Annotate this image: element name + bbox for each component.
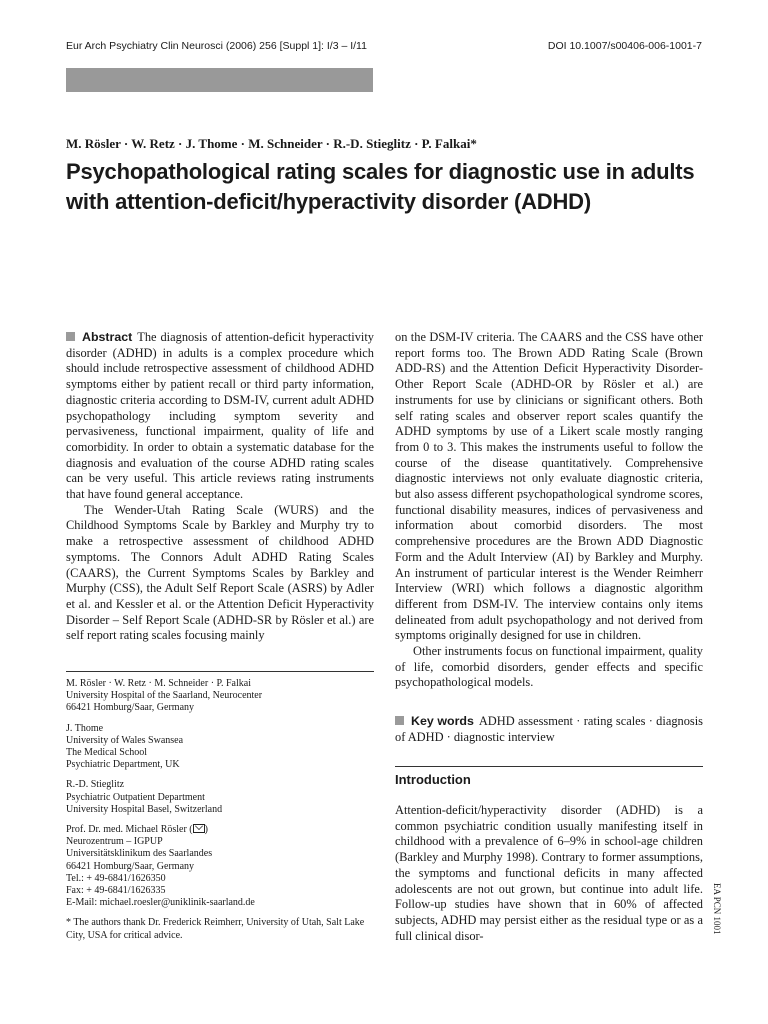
header-decorative-bar <box>66 68 373 92</box>
affiliation-divider <box>66 671 374 672</box>
affiliation-line: 66421 Homburg/Saar, Germany <box>66 860 195 872</box>
affiliation-2 <box>66 723 376 772</box>
title-line-1: Psychopathological rating scales for diagnostic use in adults <box>66 159 695 184</box>
affiliation-1 <box>66 678 376 715</box>
affiliation-line: University of Wales Swansea <box>66 734 184 746</box>
title-line-2: with attention-deficit/hyperactivity disorder (ADHD) <box>66 189 591 214</box>
author-list: M. Rösler · W. Retz · J. Thome · M. Schneider · R.-D. Stieglitz · P. Falkai* <box>66 136 477 151</box>
introduction-divider <box>395 766 703 767</box>
corresponding-name-text: Prof. Dr. med. Michael Rösler ( <box>66 824 193 836</box>
doi[interactable]: DOI 10.1007/s00406-006-1001-7 <box>547 40 702 52</box>
introduction-text: Attention-deficit/hyperactivity disorder (ADHD) is a common psychiatric condition usually manifesting itself in childhood with a prevalence of 6–9% in school-age children (Barkley and Murphy 1998). Contrary to former assumptions, the symptoms and functional deficits in many affected adolescents are not out grown, but continue into adult life. Follow-up studies have shown that in 60% of affected subjects, ADHD may persist either as the residual type or as a full clinical disor- <box>395 803 703 943</box>
affiliation-line: Psychiatric Outpatient Department <box>66 791 205 803</box>
affiliation-line: University Hospital of the Saarland, Neurocenter <box>66 690 263 702</box>
fax-line: Fax: + 49-6841/1626335 <box>66 885 166 897</box>
corresponding-name-close: ) <box>204 824 208 836</box>
side-code: EA PCN 1001 <box>712 883 722 935</box>
abstract-paragraph-2: The Wender-Utah Rating Scale (WURS) and the Childhood Symptoms Scale by Barkley and Murphy try to make a retrospective assessment of childhood ADHD symptoms. The Connors Adult ADHD Rating Scales (CAARS), the Current Symptoms Scales by Barkley and Murphy (CSS), the Adult Self Report Scale (ASRS) by Adler et al. and Kessler et al. or the Attention Deficit Hyperactivity Disorder – Self Report Scale (ADHD-SR by Rösler et al.) are self report rating scales focusing mainly <box>66 502 374 643</box>
abstract-paragraph-1 <box>66 330 374 503</box>
abstract-label: Abstract <box>82 330 133 344</box>
affiliation-line: The Medical School <box>66 747 148 759</box>
keywords <box>395 714 703 745</box>
affiliation-line: R.-D. Stieglitz <box>66 779 125 791</box>
abstract-paragraph-3: Other instruments focus on functional impairment, quality of life, comorbid disorders, gender effects and specific psychopathological models. <box>395 644 703 690</box>
abstract-left-column <box>66 330 374 644</box>
affiliation-3 <box>66 779 376 816</box>
corresponding-author-name <box>66 824 376 836</box>
abstract-right-column <box>395 330 703 691</box>
affiliation-line: J. Thome <box>66 722 104 734</box>
square-marker-icon <box>66 332 75 341</box>
journal-reference: Eur Arch Psychiatry Clin Neurosci (2006) 256 [Suppl 1]: I/3 – I/11 <box>66 40 367 52</box>
phone-line: Tel.: + 49-6841/1626350 <box>66 872 166 884</box>
affiliations <box>66 678 376 950</box>
affiliation-line: Universitätsklinikum des Saarlandes <box>66 848 213 860</box>
abstract-paragraph-2-continued: on the DSM-IV criteria. The CAARS and the CSS have other report forms too. The Brown ADD Rating Scale (Brown ADD-RS) and the Attention Deficit Hyperactivity Disorder-Other Report Scale (ADHD-OR by Rösler et al.) are instruments for use by clinicians or significant others. Both self rating scales and observer report scales quantify the ADHD symptoms by use of a Likert scale mostly ranging from 0 to 3. This makes the instruments useful to follow the course of the disease quantitatively. Comprehensive diagnostic interviews not only evaluate diagnostic criteria, but also assess different psychopathological syndrome scores, functional disability measures, indices of pervasiveness and information about comorbid disorders. The most comprehensive procedures are the Brown ADD Diagnostic Form and the Adult Interview (AI) by Barkley and Murphy. An instrument of particular interest is the Wender Reimherr Interview (WRI) which follows a diagnostic algorithm different from DSM-IV. The interview contains only items delineated from adult psychopathology and not derived from symptoms originally designed for use in children. <box>395 330 703 643</box>
article-title <box>66 157 706 217</box>
abstract-text-1: The diagnosis of attention-deficit hyperactivity disorder (ADHD) in adults is a complex procedure which should include retrospective assessment of childhood ADHD symptoms either by patient recall or third party information, diagnostic criteria according to DSM-IV, current adult ADHD psychopathology including symptom severity and pervasiveness, functional impairment, quality of life and comorbidity. In order to obtain a systematic database for the diagnosis and evaluation of the course ADHD rating scales can be very useful. This article reviews rating instruments that have found general acceptance. <box>66 330 374 502</box>
corresponding-author <box>66 824 376 909</box>
affiliation-line: Psychiatric Department, UK <box>66 759 180 771</box>
keywords-label: Key words <box>411 714 474 728</box>
keywords-text: ADHD assessment · rating scales · diagnosis of ADHD · diagnostic interview <box>395 714 703 744</box>
affiliation-line: University Hospital Basel, Switzerland <box>66 803 223 815</box>
footnote: * The authors thank Dr. Frederick Reimherr, University of Utah, Salt Lake City, USA for critical advice. <box>66 917 365 941</box>
affiliation-line: 66421 Homburg/Saar, Germany <box>66 702 195 714</box>
envelope-icon <box>193 824 205 833</box>
email-link[interactable]: E-Mail: michael.roesler@uniklinik-saarland.de <box>66 897 255 909</box>
affiliation-line: Neurozentrum – IGPUP <box>66 836 163 848</box>
introduction-heading: Introduction <box>395 772 471 787</box>
square-marker-icon <box>395 716 404 725</box>
affiliation-line: M. Rösler · W. Retz · M. Schneider · P. Falkai <box>66 678 251 689</box>
